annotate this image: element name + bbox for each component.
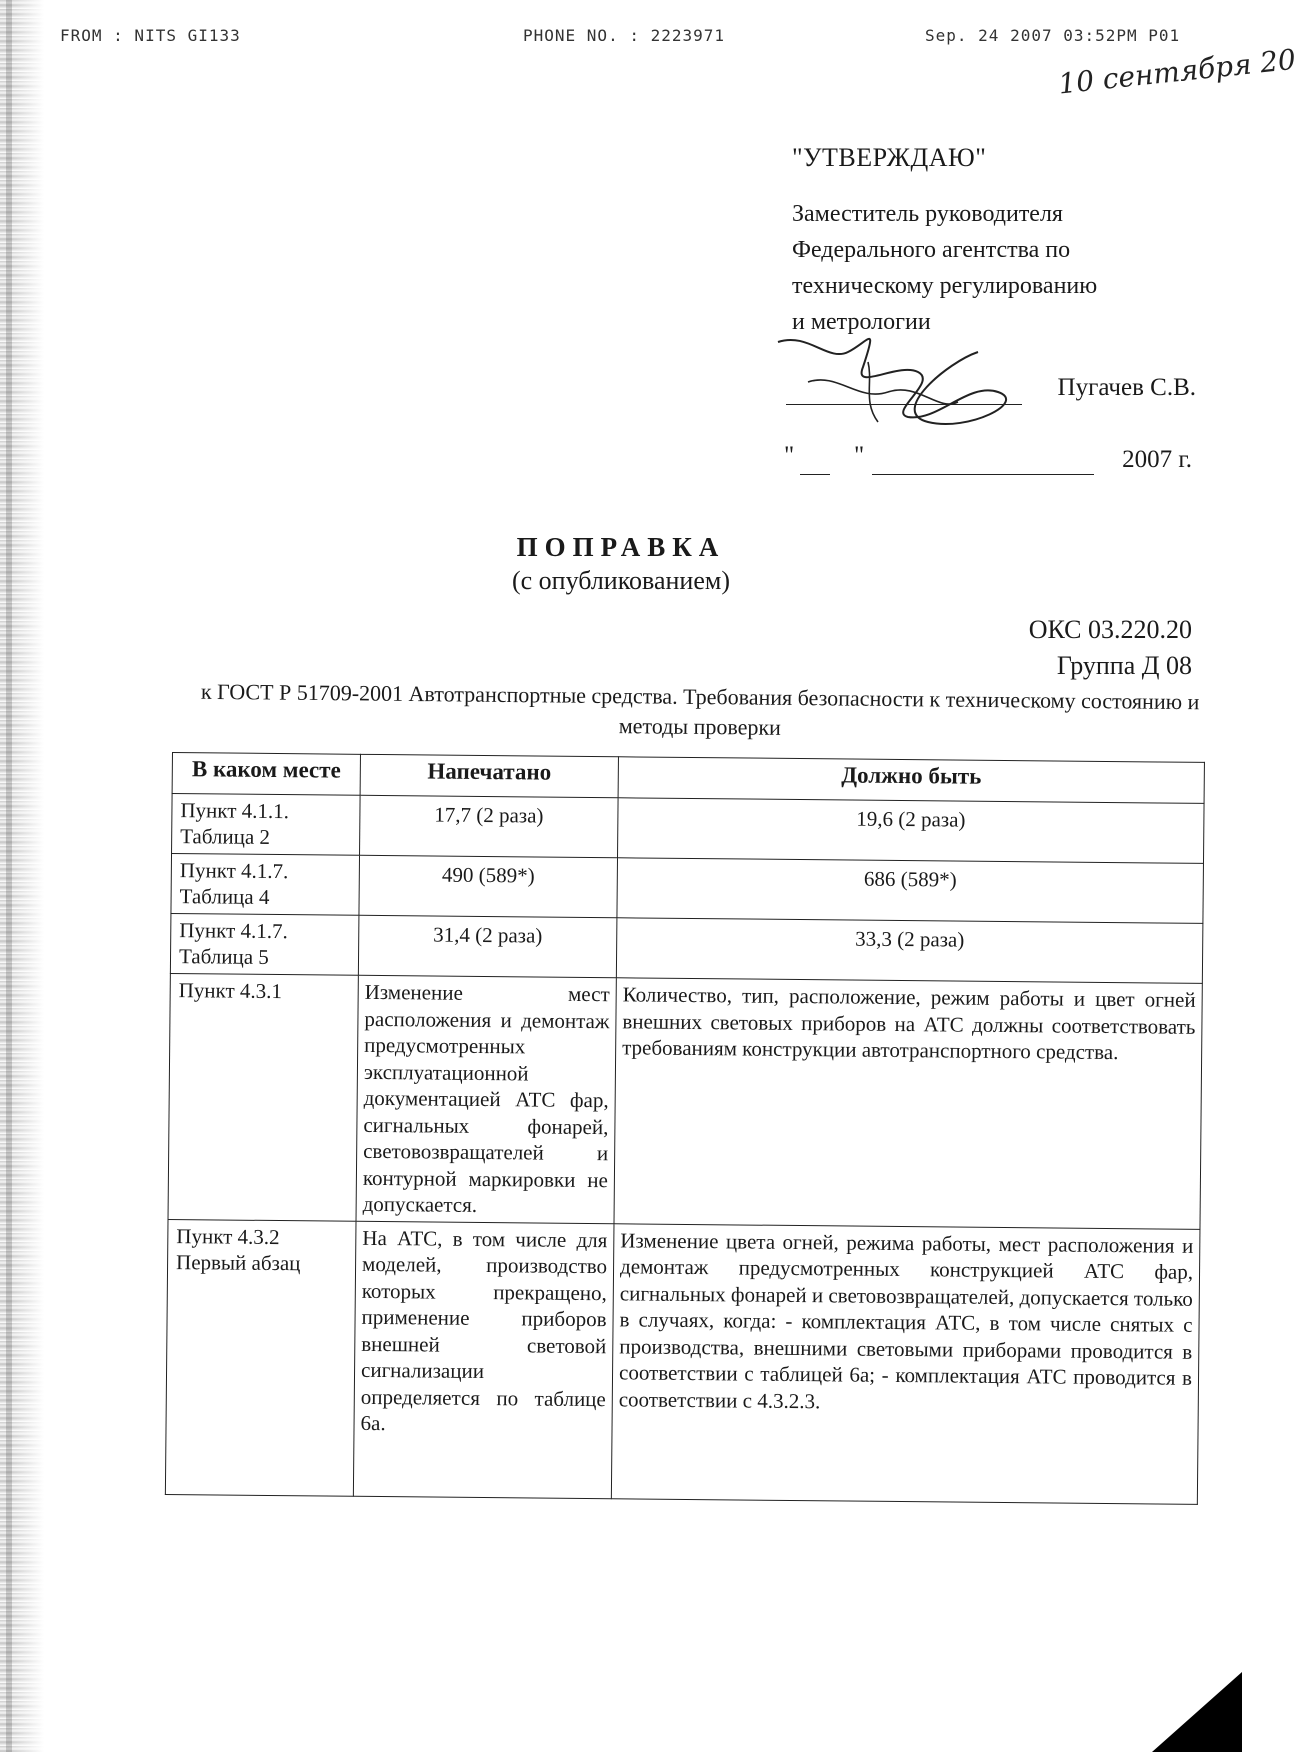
approval-year: 2007 г. <box>1122 446 1192 473</box>
header-printed: Напечатано <box>360 754 618 797</box>
document-subtitle: (с опубликованием) <box>511 566 730 595</box>
cell-place: Пункт 4.1.7. Таблица 5 <box>170 913 359 975</box>
cell-should-be: 33,3 (2 раза) <box>616 918 1203 984</box>
cell-should-be: Изменение цвета огней, режима работы, мест расположения и демонтаж предусмотренных конструкцией АТС фар, сигнальных фонарей и световозвращателей, допускается только в случаях, когда: - комплектация АТС, в том числе снятых с производства, внешними световыми приборами проводится в соответствии с таблицей 6а; - комплектация АТС проводится в соответствии с 4.3.2.3. <box>611 1223 1200 1504</box>
scan-edge-line <box>6 0 12 1752</box>
oks-code: ОКС 03.220.20 <box>1028 615 1192 644</box>
approval-date-row <box>782 442 1192 486</box>
table-row <box>168 973 1202 1228</box>
table-row <box>170 913 1203 983</box>
cell-should-be: Количество, тип, расположение, режим работы и цвет огней внешних световых приборов на АТС должны соответствовать требованиям конструкции автотранспортного средства. <box>614 978 1202 1229</box>
approval-line: Федерального агентства по <box>792 237 1071 263</box>
cell-place: Пункт 4.1.1. Таблица 2 <box>172 794 361 856</box>
cell-printed: На АТС, в том числе для моделей, производство которых прекращено, применение приборов внешней световой сигнализации определяется по таблице 6а. <box>353 1221 614 1498</box>
approval-block <box>792 140 1212 340</box>
correction-table <box>165 752 1205 1504</box>
corner-shape <box>1152 1672 1242 1752</box>
group-code: Группа Д 08 <box>1056 651 1192 680</box>
date-quote-close: " <box>854 442 865 469</box>
cell-place: Пункт 4.3.2 Первый абзац <box>165 1219 356 1496</box>
cell-printed: 17,7 (2 раза) <box>360 795 619 857</box>
cell-printed: 490 (589*) <box>359 855 618 917</box>
approval-line: и метрологии <box>792 309 931 335</box>
fax-header <box>0 26 1242 56</box>
signer-name: Пугачев С.В. <box>1057 374 1196 401</box>
cell-printed: Изменение мест расположения и демонтаж предусмотренных эксплуатационной документацией АТС фар, сигнальных фонарей, световозвращателей и контурной маркировки не допускается. <box>356 975 616 1223</box>
approval-line: Заместитель руководителя <box>792 201 1063 227</box>
approval-line: техническому регулированию <box>792 273 1098 299</box>
header-place: В каком месте <box>172 753 360 796</box>
document-title: ПОПРАВКА <box>516 532 726 562</box>
signature-line <box>786 404 1022 405</box>
fax-datetime: Sep. 24 2007 03:52PM P01 <box>925 26 1181 45</box>
scan-corner-shadow <box>1152 1672 1242 1752</box>
signature-row <box>786 374 1196 414</box>
table-row <box>165 1219 1200 1504</box>
table-row <box>172 794 1205 864</box>
cell-should-be: 686 (589*) <box>617 858 1204 924</box>
date-day-blank <box>800 474 830 475</box>
fax-from: FROM : NITS GI133 <box>60 26 241 45</box>
approval-title: "УТВЕРЖДАЮ" <box>792 143 987 172</box>
date-quote-open: " <box>784 442 795 469</box>
correction-table-wrap <box>165 752 1204 1498</box>
classification-block <box>1029 612 1192 684</box>
cell-place: Пункт 4.1.7. Таблица 4 <box>171 854 360 916</box>
date-month-blank <box>872 474 1094 475</box>
header-should-be: Должно быть <box>618 757 1204 804</box>
gost-reference: к ГОСТ Р 51709-2001 Автотранспортные средства. Требования безопасности к техническому состоянию и методы проверки <box>200 678 1200 740</box>
cell-printed: 31,4 (2 раза) <box>358 915 617 977</box>
handwritten-date-note: 10 сентября 20 <box>1056 42 1297 101</box>
cell-place: Пункт 4.3.1 <box>168 973 358 1220</box>
table-row <box>171 854 1204 924</box>
cell-should-be: 19,6 (2 раза) <box>618 798 1205 864</box>
fax-phone: PHONE NO. : 2223971 <box>523 26 726 45</box>
